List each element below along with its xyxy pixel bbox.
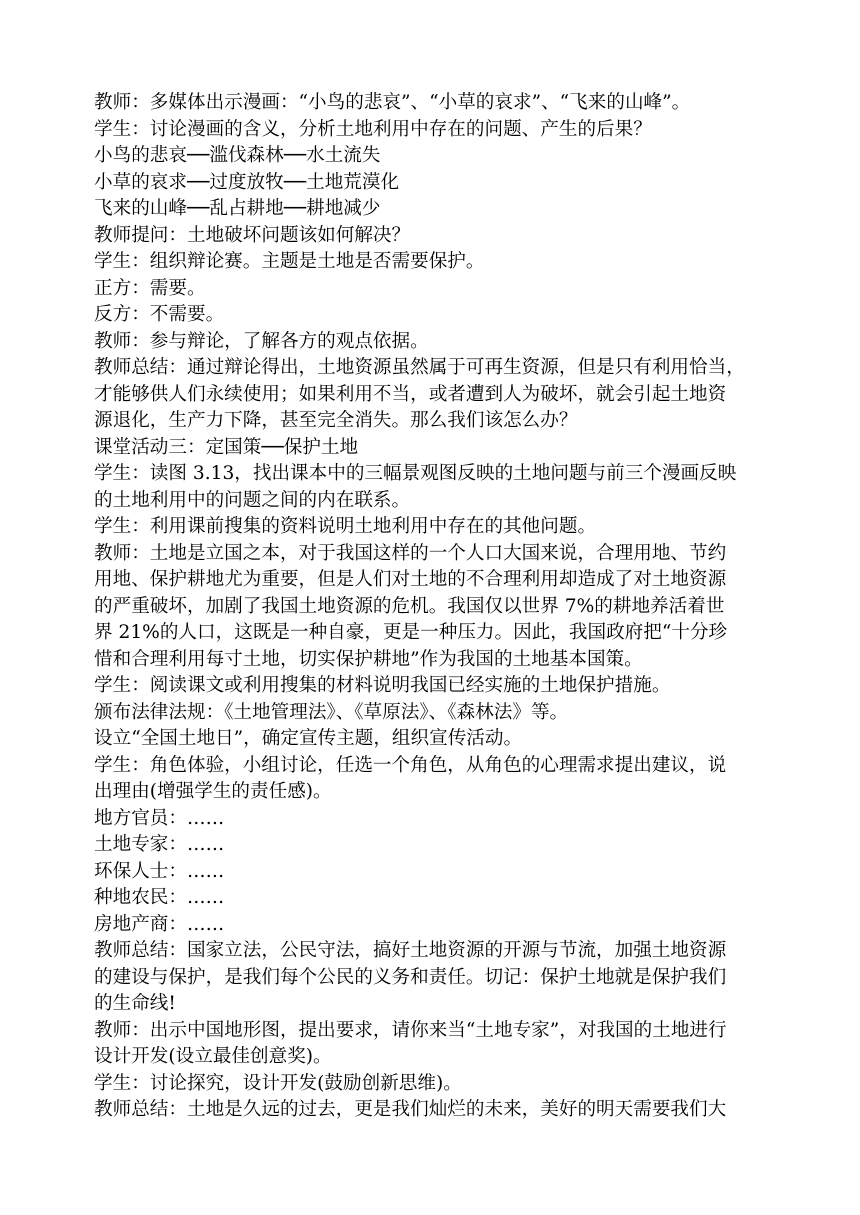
text-line: 设立“全国土地日”，确定宣传主题，组织宣传活动。 (94, 728, 523, 749)
text-line: 教师：多媒体出示漫画：“小鸟的悲哀”、“小草的哀求”、“飞来的山峰”。 (94, 92, 691, 113)
text-line: 教师总结：通过辩论得出，土地资源虽然属于可再生资源，但是只有利用恰当， (94, 357, 745, 378)
text-line: 颁布法律法规：《土地管理法》、《草原法》、《森林法》等。 (94, 701, 569, 723)
text-line: 的严重破坏，加剧了我国土地资源的危机。我国仅以世界 7%的耕地养活着世 (94, 595, 725, 617)
text-line: 学生：利用课前搜集的资料说明土地利用中存在的其他问题。 (94, 516, 597, 537)
text-line: 教师总结：国家立法，公民守法，搞好土地资源的开源与节流，加强土地资源 (94, 940, 727, 961)
text-line: 学生：阅读课文或利用搜集的材料说明我国已经实施的土地保护措施。 (94, 675, 671, 696)
text-line: 小草的哀求──过度放牧──土地荒漠化 (94, 171, 400, 193)
text-line: 房地产商：…… (94, 913, 225, 935)
text-line: 地方官员：…… (94, 807, 225, 829)
document-body (94, 90, 766, 1124)
text-line: 土地专家：…… (94, 834, 225, 855)
text-line: 教师：出示中国地形图，提出要求，请你来当“土地专家”，对我国的土地进行 (94, 1019, 727, 1041)
text-line: 飞来的山峰──乱占耕地──耕地减少 (94, 198, 381, 219)
text-line: 界 21%的人口，这既是一种自豪，更是一种压力。因此，我国政府把“十分珍 (94, 622, 728, 643)
text-line: 教师：土地是立国之本，对于我国这样的一个人口大国来说，合理用地、节约 (94, 542, 727, 564)
text-line: 教师：参与辩论，了解各方的观点依据。 (94, 330, 429, 352)
text-line: 小鸟的悲哀──滥伐森林──水土流失 (94, 145, 381, 166)
text-line: 设计开发(设立最佳创意奖)。 (94, 1046, 332, 1067)
text-line: 的土地利用中的问题之间的内在联系。 (94, 489, 411, 511)
text-line: 环保人士：…… (94, 860, 225, 882)
text-line: 学生：讨论漫画的含义，分析土地利用中存在的问题、产生的后果？ (94, 118, 652, 140)
text-line: 反方：不需要。 (94, 304, 225, 325)
text-line: 教师提问：土地破坏问题该如何解决？ (94, 224, 411, 246)
text-line: 种地农民：…… (94, 887, 225, 908)
text-line: 学生：角色体验，小组讨论，任选一个角色，从角色的心理需求提出建议，说 (94, 754, 727, 776)
text-line: 正方：需要。 (94, 277, 206, 299)
text-line: 课堂活动三：定国策──保护土地 (94, 436, 359, 458)
text-line: 才能够供人们永续使用；如果利用不当，或者遭到人为破坏，就会引起土地资 (94, 383, 727, 405)
text-line: 学生：读图 3.13，找出课本中的三幅景观图反映的土地问题与前三个漫画反映 (94, 463, 737, 484)
text-line: 惜和合理利用每寸土地，切实保护耕地”作为我国的土地基本国策。 (94, 648, 643, 670)
text-line: 源退化，生产力下降，甚至完全消失。那么我们该怎么办？ (94, 410, 578, 431)
text-line: 教师总结：土地是久远的过去，更是我们灿烂的未来，美好的明天需要我们大 (94, 1099, 727, 1120)
text-line: 的生命线! (94, 993, 176, 1014)
text-line: 用地、保护耕地尤为重要，但是人们对土地的不合理利用却造成了对土地资源 (94, 569, 727, 590)
text-line: 出理由(增强学生的责任感)。 (94, 781, 332, 802)
text-line: 的建设与保护，是我们每个公民的义务和责任。切记：保护土地就是保护我们 (94, 966, 727, 988)
text-line: 学生：组织辩论赛。主题是土地是否需要保护。 (94, 251, 485, 272)
text-line: 学生：讨论探究，设计开发(鼓励创新思维)。 (94, 1072, 462, 1094)
